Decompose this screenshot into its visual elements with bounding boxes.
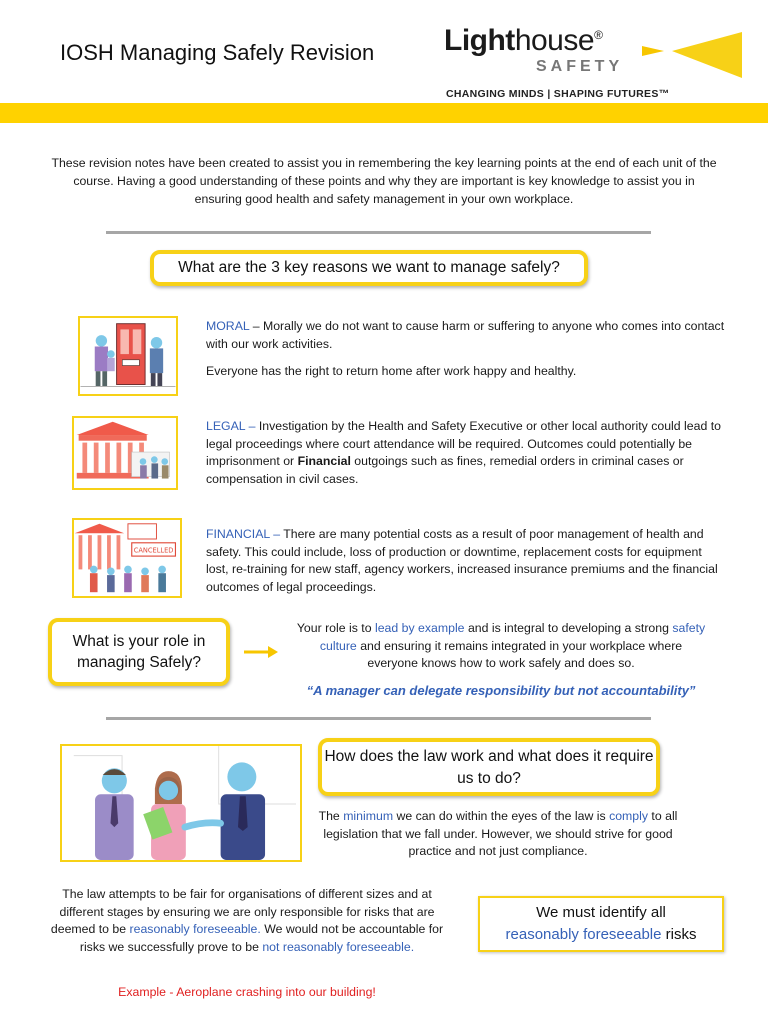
handshake-meeting-icon bbox=[62, 746, 300, 860]
cancelled-event-icon bbox=[74, 520, 180, 596]
fairness-keyword-not-reasonably-foreseeable: not reasonably foreseeable. bbox=[262, 939, 415, 954]
logo-brand-light: house bbox=[514, 24, 595, 57]
divider bbox=[106, 717, 651, 720]
financial-keyword: FINANCIAL – bbox=[206, 527, 281, 541]
divider bbox=[106, 231, 651, 234]
logo-registered: ® bbox=[594, 28, 603, 42]
courthouse-icon bbox=[74, 418, 176, 488]
meeting-illustration bbox=[60, 744, 302, 862]
role-answer bbox=[296, 620, 706, 673]
role-keyword-safety-culture: safety culture bbox=[319, 621, 706, 653]
logo-wordmark bbox=[444, 24, 602, 58]
logo-tagline: CHANGING MINDS | SHAPING FUTURES™ bbox=[446, 88, 670, 100]
page-title: IOSH Managing Safely Revision bbox=[60, 40, 375, 65]
legal-keyword: LEGAL – bbox=[206, 419, 256, 433]
identify-line2 bbox=[480, 924, 722, 946]
question-callout-role: What is your role in managing Safely? bbox=[48, 618, 230, 686]
moral-text: – Morally we do not want to cause harm or suffering to anyone who comes into contact with our work activities. bbox=[206, 319, 725, 351]
identify-line1: We must identify all bbox=[536, 904, 666, 921]
law-text-b: we can do within the eyes of the law is bbox=[393, 809, 610, 823]
law-answer bbox=[316, 808, 680, 861]
financial-paragraph bbox=[206, 526, 726, 596]
intro-paragraph: These revision notes have been created to assist you in remembering the key learning points at the end of each unit of the course. Having a good understanding of these points and why they are important is key knowledge to assist you in ensuring good health and safety management in your own workplace. bbox=[51, 156, 717, 206]
financial-text: There are many potential costs as a result of poor management of health and safety. This could include, loss of production or downtime, replacement costs for equipment lost, re-training for new staff, agency workers, increased insurance premiums and the financial outcomes of legal proceedings. bbox=[206, 527, 718, 594]
identify-rest: risks bbox=[661, 926, 697, 943]
legal-paragraph bbox=[206, 418, 721, 488]
fairness-keyword-reasonably-foreseeable: reasonably foreseeable. bbox=[129, 922, 261, 936]
logo-brand-bold: Light bbox=[444, 24, 515, 57]
law-keyword-comply: comply bbox=[609, 809, 649, 823]
financial-illustration bbox=[72, 518, 182, 598]
logo-subtitle: SAFETY bbox=[536, 58, 624, 75]
fairness-paragraph bbox=[50, 886, 444, 956]
identify-risks-callout bbox=[478, 896, 724, 952]
role-text-c: and ensuring it remains integrated in your workplace where everyone knows how to work safely and does so. bbox=[356, 638, 683, 670]
law-text-a: The bbox=[318, 809, 344, 823]
legal-illustration bbox=[72, 416, 178, 490]
moral-paragraph-2: Everyone has the right to return home after work happy and healthy. bbox=[206, 364, 577, 378]
cancelled-sign: CANCELLED bbox=[133, 546, 174, 555]
fairness-text-b: We would not be accountable for risks we successfully prove to be bbox=[79, 922, 444, 954]
moral-paragraph bbox=[206, 318, 726, 353]
arrow-right-icon bbox=[244, 645, 278, 659]
lighthouse-safety-logo bbox=[444, 24, 744, 108]
accountability-quote: “A manager can delegate responsibility but not accountability” bbox=[306, 683, 696, 698]
role-keyword-lead-by-example: lead by example bbox=[374, 621, 465, 635]
example-text: Example - Aeroplane crashing into our building! bbox=[118, 985, 376, 999]
law-keyword-minimum: minimum bbox=[343, 809, 394, 823]
family-at-door-icon bbox=[80, 318, 176, 394]
legal-bold-financial: Financial bbox=[297, 454, 351, 468]
role-text-b: and is integral to developing a strong bbox=[464, 621, 673, 635]
header-yellow-band bbox=[0, 103, 768, 123]
role-text-a: Your role is to bbox=[296, 621, 375, 635]
moral-keyword: MORAL bbox=[206, 319, 250, 333]
question-callout-reasons: What are the 3 key reasons we want to manage safely? bbox=[150, 250, 588, 286]
lighthouse-beam-icon bbox=[642, 32, 744, 80]
legal-text-b: outgoings such as fines, remedial orders in criminal cases or compensation in civil cases. bbox=[206, 454, 684, 486]
moral-illustration bbox=[78, 316, 178, 396]
law-text-c: to all legislation that we fall under. However, we should strive for good practice and not just compliance. bbox=[323, 809, 678, 858]
legal-text-a: Investigation by the Health and Safety Executive or other local authority could lead to legal proceedings where court attendance will be required. Outcomes could potentially be imprisonment or bbox=[206, 419, 721, 468]
fairness-text-a: The law attempts to be fair for organisations of different sizes and at different stages by ensuring we are only responsible for risks that are deemed to be bbox=[50, 887, 435, 936]
identify-keyword: reasonably foreseeable bbox=[505, 926, 662, 943]
question-callout-law: How does the law work and what does it require us to do? bbox=[318, 738, 660, 796]
